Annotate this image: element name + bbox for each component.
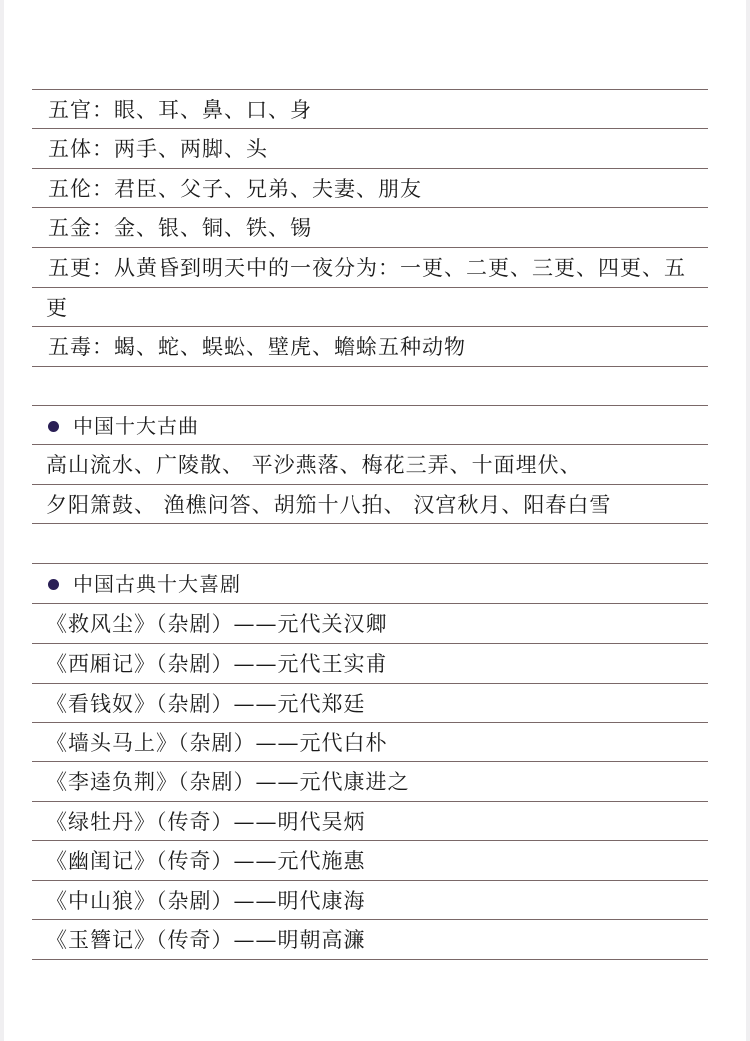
rule-line [32, 168, 708, 169]
comedy-item: 《绿牡丹》（传奇）——明代吴炳 [46, 810, 366, 834]
rule-line [32, 247, 708, 248]
comedy-item: 《玉簪记》（传奇）——明朝高濂 [46, 928, 366, 952]
five-watches-line-continued: 更 [46, 296, 68, 320]
ancient-music-line: 夕阳箫鼓、 渔樵问答、胡笳十八拍、 汉宫秋月、阳春白雪 [46, 493, 612, 517]
rule-line [32, 89, 708, 90]
ancient-music-heading-text: 中国十大古曲 [73, 414, 199, 438]
rule-line [32, 603, 708, 604]
five-senses-line: 五官：眼、耳、鼻、口、身 [48, 98, 312, 122]
rule-line [32, 287, 708, 288]
rule-line [32, 563, 708, 564]
rule-line [32, 484, 708, 485]
five-relationships-line: 五伦：君臣、父子、兄弟、夫妻、朋友 [48, 177, 422, 201]
rule-line [32, 880, 708, 881]
ancient-music-line: 高山流水、广陵散、 平沙燕落、梅花三弄、十面埋伏、 [46, 453, 582, 477]
comedies-heading [48, 565, 708, 603]
five-metals-line: 五金：金、银、铜、铁、锡 [48, 216, 312, 240]
notebook-page [4, 0, 746, 1041]
bullet-icon [48, 579, 59, 590]
comedy-item: 《墙头马上》（杂剧）——元代白朴 [46, 731, 388, 755]
comedies-heading-text: 中国古典十大喜剧 [73, 572, 241, 596]
bullet-icon [48, 421, 59, 432]
rule-line [32, 366, 708, 367]
comedy-item: 《李逵负荆》（杂剧）——元代康进之 [46, 770, 410, 794]
comedy-item: 《救风尘》（杂剧）——元代关汉卿 [46, 612, 388, 636]
rule-line [32, 643, 708, 644]
comedy-item: 《中山狼》（杂剧）——明代康海 [46, 889, 366, 913]
rule-line [32, 405, 708, 406]
rule-line [32, 959, 708, 960]
rule-line [32, 683, 708, 684]
five-watches-line: 五更：从黄昏到明天中的一夜分为：一更、二更、三更、四更、五 [48, 256, 686, 280]
ancient-music-heading [48, 407, 708, 445]
comedy-item: 《幽闺记》（传奇）——元代施惠 [46, 849, 366, 873]
five-body-parts-line: 五体：两手、两脚、头 [48, 137, 268, 161]
rule-line [32, 801, 708, 802]
comedy-item: 《看钱奴》（杂剧）——元代郑廷 [46, 692, 366, 716]
five-poisons-line: 五毒：蝎、蛇、蜈蚣、壁虎、蟾蜍五种动物 [48, 335, 466, 359]
ruled-sheet [32, 0, 708, 1041]
comedy-item: 《西厢记》（杂剧）——元代王实甫 [46, 652, 388, 676]
